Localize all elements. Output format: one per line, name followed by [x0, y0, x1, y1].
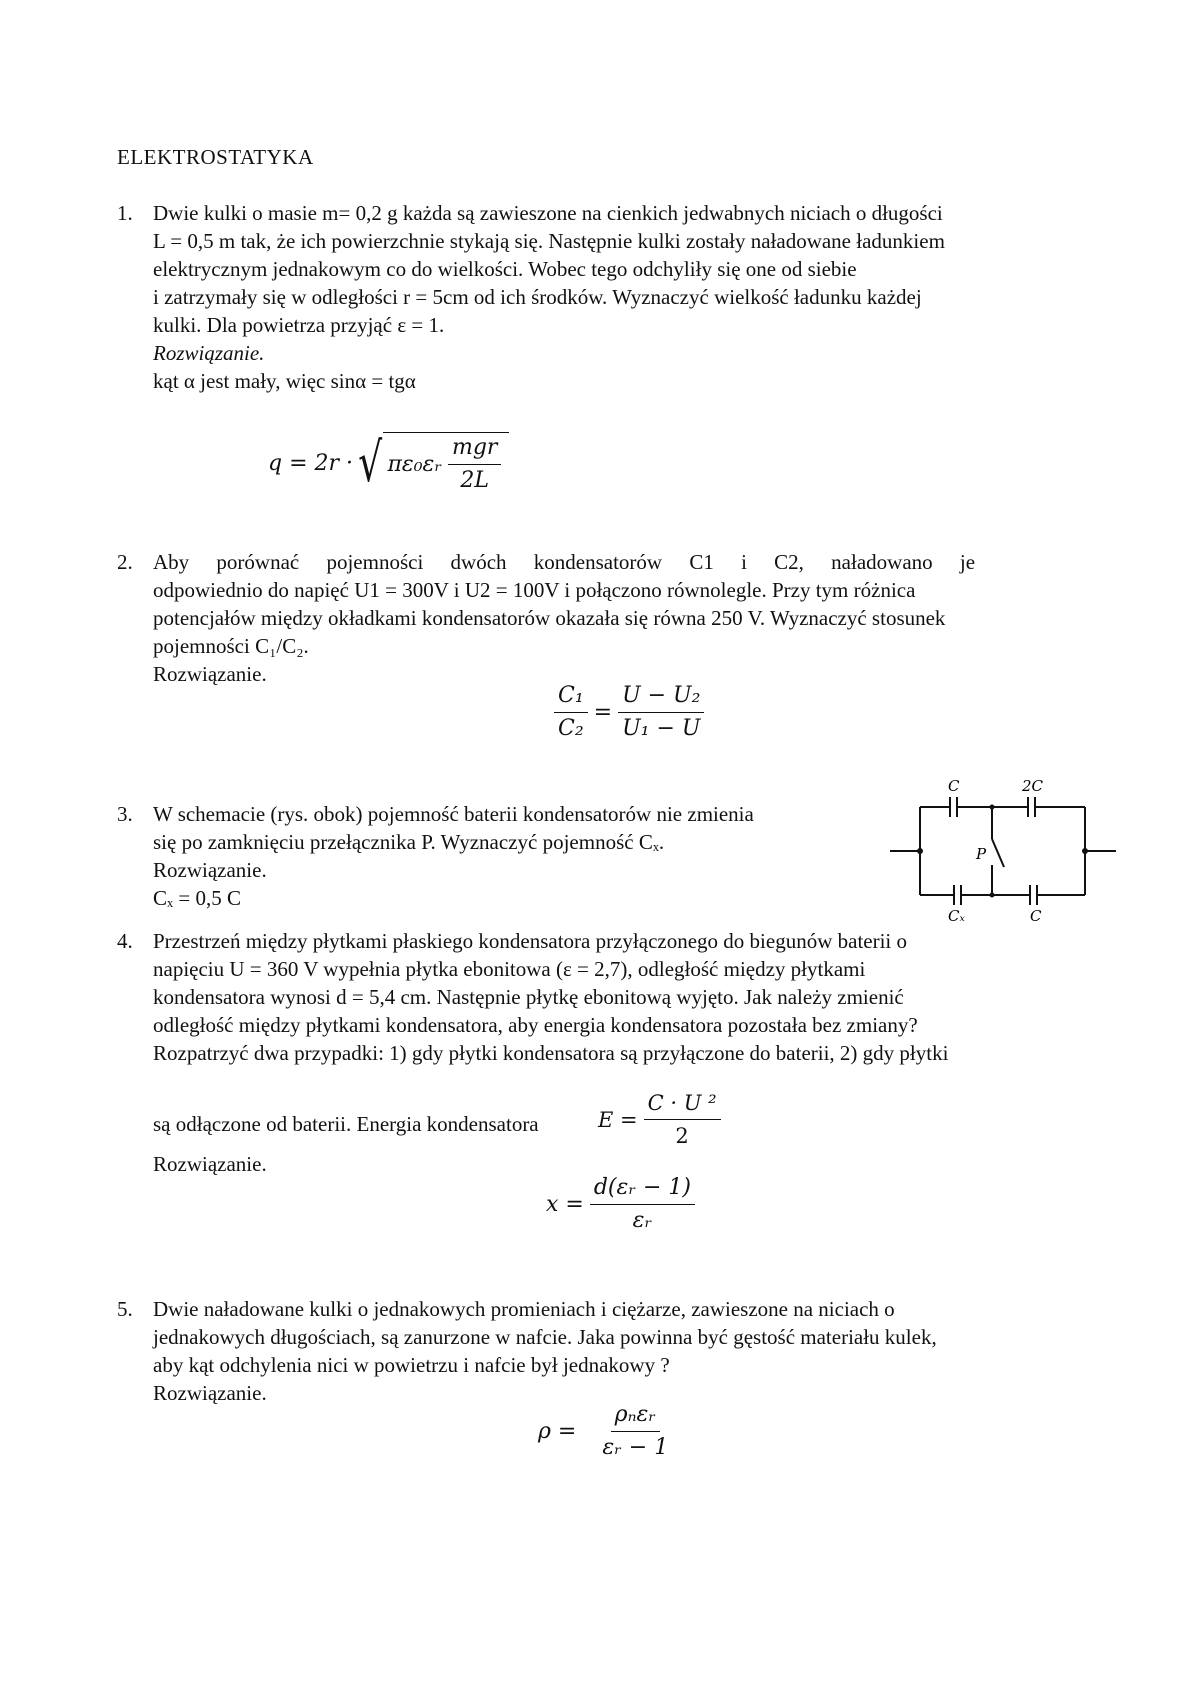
circuit-node: [1082, 848, 1088, 854]
formula-lhs: x =: [546, 1192, 584, 1217]
formula-lhs: E =: [598, 1107, 638, 1132]
problem-line: Dwie naładowane kulki o jednakowych promieniach i ciężarze, zawieszone na niciach o: [153, 1297, 895, 1321]
denominator: 2: [675, 1124, 689, 1148]
denominator: U₁ − U: [622, 716, 701, 741]
problem-line: Przestrzeń między płytkami płaskiego kondensatora przyłączonego do biegunów baterii o: [153, 929, 908, 953]
fraction-left: [554, 683, 588, 742]
fraction: [448, 435, 501, 494]
numerator: d(εᵣ − 1): [590, 1175, 695, 1205]
problem-line: Aby porównać pojemności dwóch kondensatorów C1 i C2, naładowano je: [153, 550, 976, 574]
problem-line: L = 0,5 m tak, że ich powierzchnie stykają się. Następnie kulki zostały naładowane ładunkiem: [153, 229, 945, 253]
radicand: πε₀εᵣ: [387, 452, 442, 477]
equals-sign: =: [593, 700, 613, 725]
formula-energy: [598, 1090, 727, 1149]
problem-number: 2.: [117, 550, 133, 574]
fraction: [598, 1402, 672, 1461]
solution-note: kąt α jest mały, więc sinα = tgα: [153, 369, 416, 393]
numerator: ρₙεᵣ: [611, 1402, 660, 1432]
solution-label: Rozwiązanie.: [153, 1381, 267, 1405]
circuit-diagram: [880, 775, 1120, 925]
problem-line: napięciu U = 360 V wypełnia płytka ebonitowa (ε = 2,7), odległość między płytkami: [153, 957, 866, 981]
energy-text: są odłączone od baterii. Energia kondensatora: [153, 1112, 539, 1136]
denominator: C₂: [558, 716, 584, 741]
problem-line: Dwie kulki o masie m= 0,2 g każda są zawieszone na cienkich jedwabnych niciach o długości: [153, 201, 943, 225]
problem-line: elektrycznym jednakowym co do wielkości. Wobec tego odchyliły się one od siebie: [153, 257, 857, 281]
solution-label: Rozwiązanie.: [153, 341, 265, 365]
solution-label: Rozwiązanie.: [153, 662, 267, 686]
formula-lhs: q = 2r ·: [268, 450, 354, 476]
formula-lhs: ρ =: [538, 1419, 577, 1444]
solution-answer: Cₓ = 0,5 C: [153, 886, 241, 910]
circuit-node: [990, 893, 995, 898]
label-switch-p: P: [976, 845, 987, 863]
problem-5: [117, 1295, 1089, 1407]
problem-line: aby kąt odchylenia nici w powietrzu i nafcie był jednakowy ?: [153, 1353, 670, 1377]
problem-number: 3.: [117, 802, 133, 826]
denominator: εᵣ − 1: [602, 1435, 669, 1460]
fraction: [644, 1090, 721, 1149]
problem-line: potencjałów między okładkami kondensatorów okazała się równa 250 V. Wyznaczyć stosunek: [153, 606, 946, 630]
label-c-top: C: [948, 777, 960, 795]
problem-line: się po zamknięciu przełącznika P. Wyznaczyć pojemność Cₓ.: [153, 830, 665, 854]
problem-number: 1.: [117, 201, 133, 225]
formula-rho: [538, 1402, 678, 1461]
denominator: 2L: [460, 468, 489, 493]
numerator: C · U ²: [644, 1090, 721, 1120]
numerator: mgr: [448, 435, 501, 465]
problem-line: W schemacie (rys. obok) pojemność baterii kondensatorów nie zmienia: [153, 802, 754, 826]
formula-x: [546, 1175, 701, 1234]
sqrt-expression: √ πε₀εᵣ $\frac{\text{mgr}}{2L}$: [353, 432, 509, 494]
problem-line: jednakowych długościach, są zanurzone w nafcie. Jaka powinna być gęstość materiału kulek,: [153, 1325, 937, 1349]
fraction: [590, 1175, 695, 1234]
solution-label: Rozwiązanie.: [153, 1152, 267, 1176]
denominator: εᵣ: [632, 1208, 653, 1233]
problem-line: Rozpatrzyć dwa przypadki: 1) gdy płytki kondensatora są przyłączone do baterii, 2) gdy płytki: [153, 1041, 949, 1065]
problem-line: pojemności C₁/C₂.: [153, 634, 309, 658]
formula-capacitance-ratio: [548, 683, 710, 742]
formula-q: [268, 432, 509, 494]
solution-label: Rozwiązanie.: [153, 858, 267, 882]
numerator: C₁: [554, 683, 588, 713]
problem-4-solution: [153, 1150, 553, 1178]
label-2c-top: 2C: [1022, 777, 1044, 795]
problem-1: [117, 199, 1089, 395]
numerator: U − U₂: [618, 683, 704, 713]
label-cx: Cₓ: [948, 907, 965, 925]
problem-line: odpowiednio do napięć U1 = 300V i U2 = 100V i połączono równolegle. Przy tym różnica: [153, 578, 916, 602]
problem-number: 4.: [117, 929, 133, 953]
fraction-right: [618, 683, 704, 742]
problem-number: 5.: [117, 1297, 133, 1321]
problem-line: i zatrzymały się w odległości r = 5cm od ich środków. Wyznaczyć wielkość ładunku każdej: [153, 285, 922, 309]
problem-line: odległość między płytkami kondensatora, aby energia kondensatora pozostała bez zmiany?: [153, 1013, 918, 1037]
problem-2: [117, 548, 1089, 688]
page-title: ELEKTROSTATYKA: [117, 145, 314, 169]
circuit-node: [917, 848, 923, 854]
problem-line: kulki. Dla powietrza przyjąć ε = 1.: [153, 313, 445, 337]
circuit-node: [990, 805, 995, 810]
label-c-bottom: C: [1030, 907, 1042, 925]
problem-4-energy-line: [153, 1110, 583, 1138]
problem-line: kondensatora wynosi d = 5,4 cm. Następnie płytkę ebonitową wyjęto. Jak należy zmienić: [153, 985, 904, 1009]
problem-4: [117, 927, 1089, 1067]
